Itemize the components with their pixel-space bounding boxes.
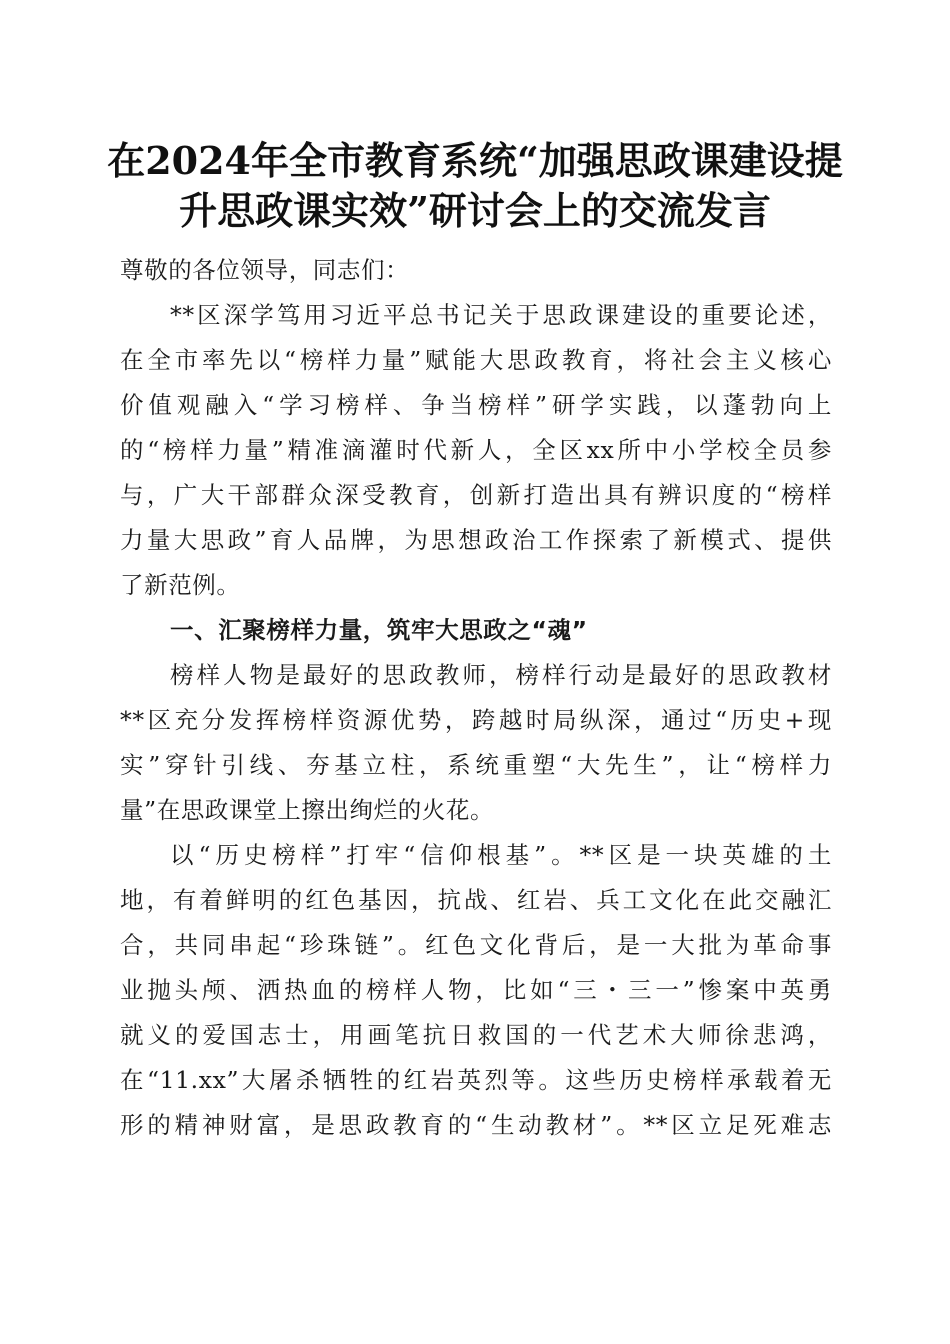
paragraph-line: 在“11.xx”大屠杀牺牲的红岩英烈等。这些历史榜样承载着无 — [120, 1066, 832, 1094]
paragraph-role-models — [120, 653, 832, 833]
salutation: 尊敬的各位领导，同志们： — [120, 256, 410, 284]
paragraph-line: 力量大思政”育人品牌，为思想政治工作探索了新模式、提供 — [120, 526, 832, 554]
paragraph-line: 合，共同串起“珍珠链”。红色文化背后，是一大批为革命事 — [120, 931, 832, 959]
section-heading: 一、汇聚榜样力量，筑牢大思政之“魂” — [170, 616, 588, 644]
title-line-2: 升思政课实效”研讨会上的交流发言 — [179, 188, 771, 233]
paragraph-line: 实”穿针引线、夯基立柱，系统重塑“大先生”，让“榜样力 — [120, 751, 832, 779]
document-body — [120, 248, 832, 1148]
paragraph-line: 业抛头颅、洒热血的榜样人物，比如“三・三一”惨案中英勇 — [120, 976, 832, 1004]
paragraph-line: 了新范例。 — [120, 571, 241, 599]
paragraph-line: 在全市率先以“榜样力量”赋能大思政教育，将社会主义核心 — [120, 346, 832, 374]
paragraph-history-models — [120, 833, 832, 1148]
paragraph-line: 形的精神财富，是思政教育的“生动教材”。**区立足死难志 — [120, 1111, 832, 1139]
paragraph-line: 榜样人物是最好的思政教师，榜样行动是最好的思政教材 — [170, 661, 832, 689]
paragraph-line: 就义的爱国志士，用画笔抗日救国的一代艺术大师徐悲鸿， — [120, 1021, 832, 1049]
page-title — [100, 136, 850, 236]
paragraph-line: 以“历史榜样”打牢“信仰根基”。**区是一块英雄的土 — [170, 841, 832, 869]
paragraph-line: **区深学笃用习近平总书记关于思政课建设的重要论述， — [170, 301, 832, 329]
paragraph-line: 量”在思政课堂上擦出绚烂的火花。 — [120, 796, 495, 824]
title-line-1: 在2024年全市教育系统“加强思政课建设提 — [107, 138, 843, 183]
paragraph-line: 地，有着鲜明的红色基因，抗战、红岩、兵工文化在此交融汇 — [120, 886, 832, 914]
paragraph-line: 价值观融入“学习榜样、争当榜样”研学实践，以蓬勃向上 — [120, 391, 832, 419]
paragraph-line: 与，广大干部群众深受教育，创新打造出具有辨识度的“榜样 — [120, 481, 832, 509]
paragraph-line: **区充分发挥榜样资源优势，跨越时局纵深，通过“历史+现 — [120, 706, 832, 734]
paragraph-line: 的“榜样力量”精准滴灌时代新人，全区xx所中小学校全员参 — [120, 436, 832, 464]
paragraph-intro — [120, 293, 832, 608]
